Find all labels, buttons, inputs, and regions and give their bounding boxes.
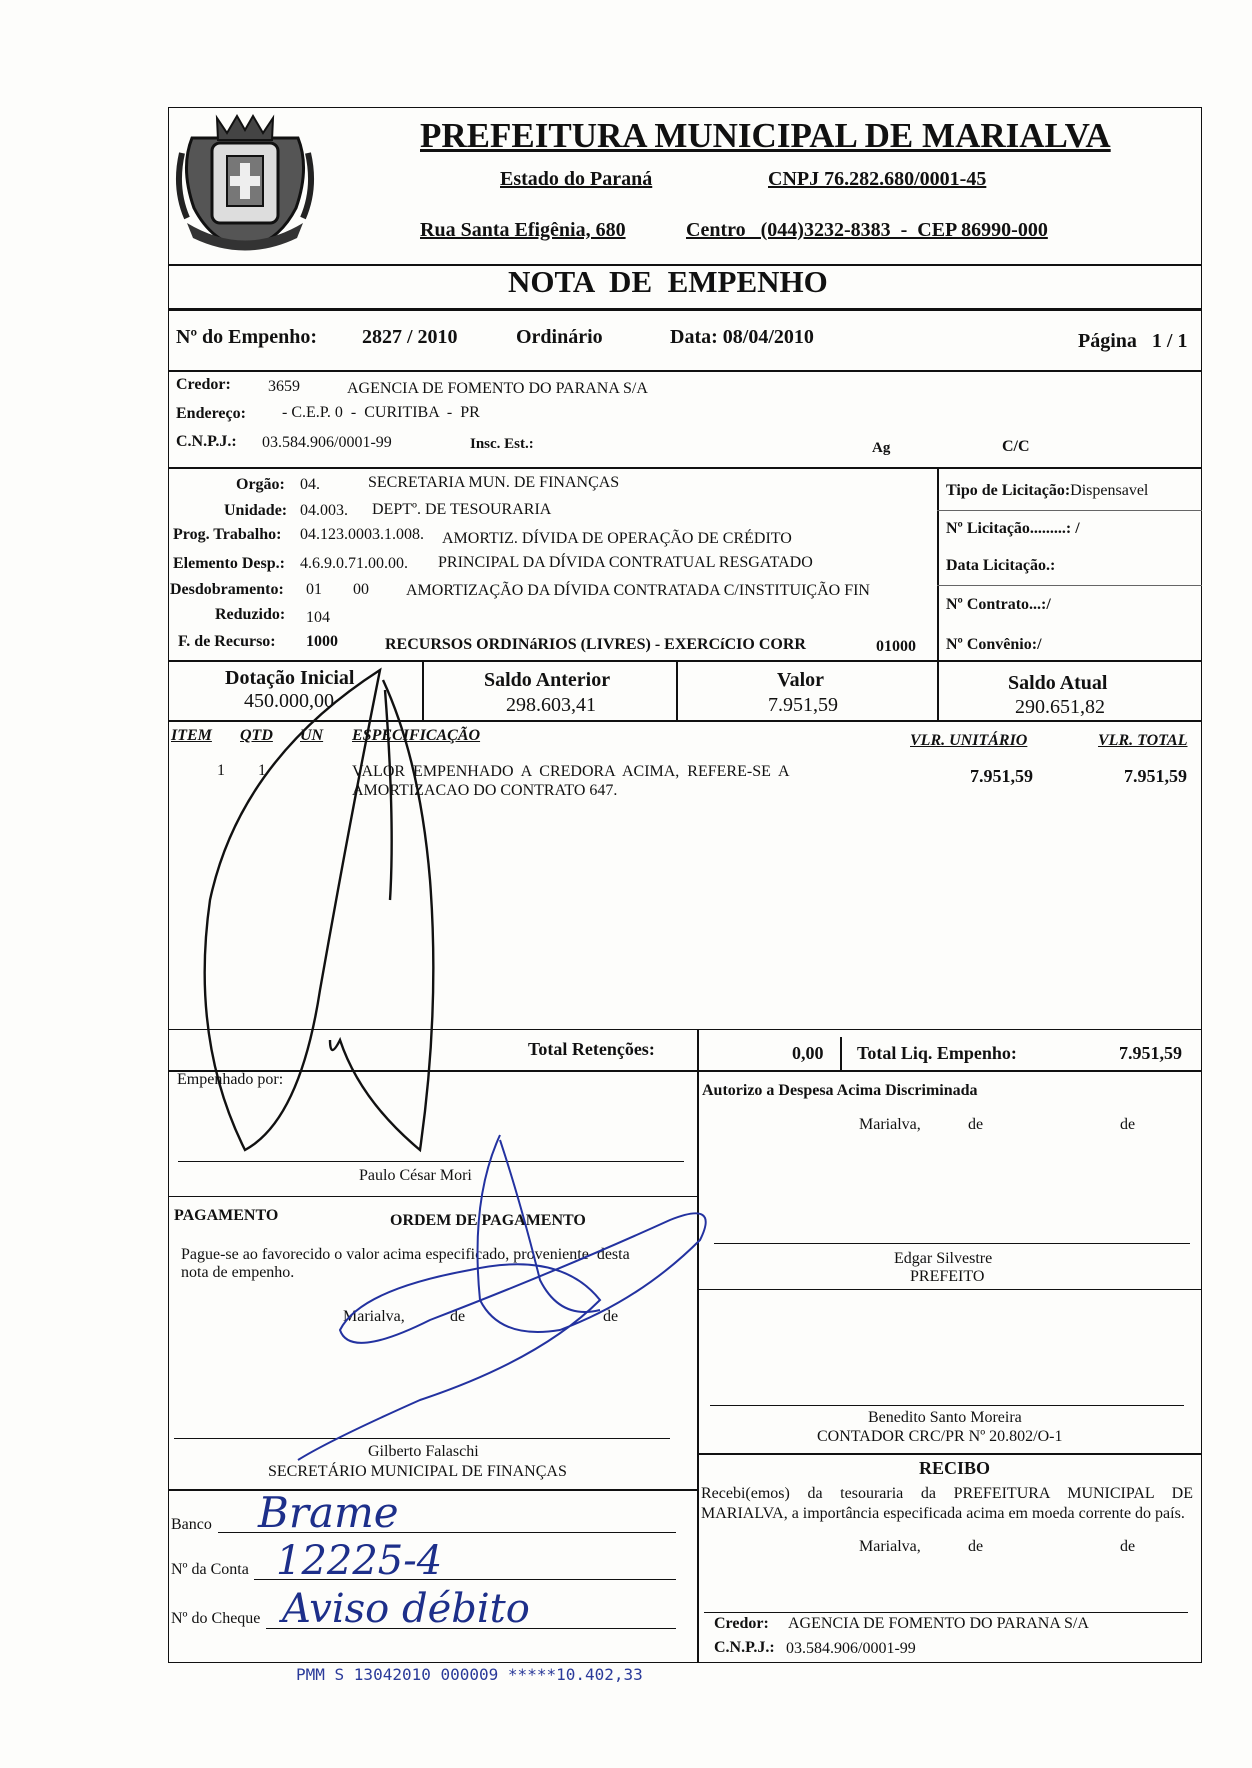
insc-est-label: Insc. Est.: (470, 436, 534, 452)
total-liquido-label: Total Liq. Empenho: (857, 1043, 1017, 1063)
secretario-title: SECRETÁRIO MUNICIPAL DE FINANÇAS (268, 1463, 567, 1480)
desdobramento-name: AMORTIZAÇÃO DA DÍVIDA CONTRATADA C/INSTITUIÇÃO FIN (406, 582, 870, 599)
item-number: 1 (217, 762, 225, 779)
contact-label: Centro (044)3232-8383 - CEP 86990-000 (686, 219, 1048, 241)
autorizo-label: Autorizo a Despesa Acima Discriminada (702, 1082, 978, 1099)
item-especificacao-1: VALOR EMPENHADO A CREDORA ACIMA, REFERE-SE A (352, 763, 790, 780)
unidade-code: 04.003. (300, 502, 348, 519)
elemento-code: 4.6.9.0.71.00.00. (300, 555, 408, 572)
tipo-licitacao-label: Tipo de Licitação: (946, 482, 1071, 499)
ordem-pagamento-label: ORDEM DE PAGAMENTO (390, 1212, 586, 1229)
saldo-anterior-value: 298.603,41 (506, 694, 596, 716)
col-item: ITEM (171, 727, 212, 744)
recibo-credor-label: Credor: (714, 1615, 769, 1632)
prefeito-title: PREFEITO (910, 1268, 985, 1285)
saldo-atual-value: 290.651,82 (1015, 696, 1105, 718)
credor-label: Credor: (176, 376, 231, 393)
saldo-atual-label: Saldo Atual (1008, 672, 1108, 694)
item-vlr-total: 7.951,59 (1124, 766, 1187, 786)
valor-label: Valor (777, 669, 825, 691)
empenho-type: Ordinário (516, 326, 603, 348)
banco-value: Brame (258, 1488, 399, 1537)
desdobramento-b: 00 (353, 581, 369, 598)
orgao-name: SECRETARIA MUN. DE FINANÇAS (368, 474, 620, 491)
recurso-name: RECURSOS ORDINáRIOS (LIVRES) - EXERCíCIO CORR (385, 636, 806, 653)
empenho-num-label: Nº do Empenho: (176, 326, 318, 348)
cc-label: C/C (1002, 438, 1030, 455)
cnpj-credor-value: 03.584.906/0001-99 (262, 434, 392, 451)
endereco-value: - C.E.P. 0 - CURITIBA - PR (282, 404, 480, 421)
col-especificacao: ESPECIFICAÇÃO (352, 727, 481, 744)
pagamento-de-1: de (450, 1308, 466, 1325)
cheque-label: Nº do Cheque (171, 1610, 261, 1627)
item-qtd: 1 (258, 762, 266, 779)
dotacao-inicial-label: Dotação Inicial (225, 667, 355, 689)
reduzido-value: 104 (306, 609, 330, 626)
convenio-num: Nº Convênio:/ (946, 636, 1042, 653)
secretario-name: Gilberto Falaschi (368, 1443, 479, 1460)
col-vlr-total: VLR. TOTAL (1098, 732, 1188, 749)
prog-label: Prog. Trabalho: (173, 526, 282, 543)
recibo-city: Marialva, (859, 1538, 921, 1555)
recibo-de-2: de (1120, 1538, 1136, 1555)
autorizo-de-2: de (1120, 1116, 1136, 1133)
page-number: Página 1 / 1 (1078, 330, 1188, 352)
pagamento-label: PAGAMENTO (174, 1207, 279, 1224)
col-qtd: QTD (240, 727, 273, 744)
recibo-cnpj-value: 03.584.906/0001-99 (786, 1640, 916, 1657)
contador-title: CONTADOR CRC/PR Nº 20.802/O-1 (817, 1428, 1063, 1445)
state-label: Estado do Paraná (500, 168, 653, 190)
orgao-label: Orgão: (236, 476, 285, 493)
contrato-num: Nº Contrato...:/ (946, 596, 1051, 613)
recurso-label: F. de Recurso: (178, 633, 276, 650)
total-liquido-value: 7.951,59 (1119, 1043, 1182, 1063)
recurso-num: 01000 (876, 638, 916, 655)
bank-stamp: PMM S 13042010 000009 *****10.402,33 (296, 1665, 643, 1684)
orgao-code: 04. (300, 476, 320, 493)
pagamento-text-2: nota de empenho. (181, 1264, 295, 1281)
item-vlr-unitario: 7.951,59 (970, 766, 1033, 786)
autorizo-de-1: de (968, 1116, 984, 1133)
item-especificacao-2: AMORTIZACAO DO CONTRATO 647. (352, 782, 618, 799)
recibo-de-1: de (968, 1538, 984, 1555)
unidade-name: DEPTº. DE TESOURARIA (372, 501, 552, 518)
pagamento-text-1: Pague-se ao favorecido o valor acima especificado, proveniente desta (181, 1246, 630, 1263)
contador-name: Benedito Santo Moreira (868, 1409, 1022, 1426)
address-label: Rua Santa Efigênia, 680 (420, 219, 626, 241)
col-un: UN (300, 727, 324, 744)
autorizo-city: Marialva, (859, 1116, 921, 1133)
total-retencoes-label: Total Retenções: (528, 1039, 655, 1059)
recibo-cnpj-label: C.N.P.J.: (714, 1639, 775, 1656)
empenho-number: 2827 / 2010 (362, 326, 458, 348)
dotacao-inicial-value: 450.000,00 (244, 690, 334, 712)
licitacao-data: Data Licitação.: (946, 557, 1056, 574)
prog-name: AMORTIZ. DÍVIDA DE OPERAÇÃO DE CRÉDITO (442, 530, 792, 547)
conta-value: 12225-4 (276, 1538, 443, 1584)
credor-code: 3659 (268, 378, 300, 395)
cnpj-label: CNPJ 76.282.680/0001-45 (768, 168, 987, 190)
pagamento-de-2: de (603, 1308, 619, 1325)
cheque-value: Aviso débito (282, 1586, 530, 1632)
empenhado-name: Paulo César Mori (359, 1167, 472, 1184)
desdobramento-label: Desdobramento: (170, 581, 284, 598)
recibo-text: Recebi(emos) da tesouraria da PREFEITURA MUNICIPAL DE MARIALVA, a importância especificada acima em moeda corrente do país. (701, 1485, 1193, 1522)
reduzido-label: Reduzido: (215, 606, 286, 623)
pagamento-city: Marialva, (343, 1308, 405, 1325)
empenhado-por-label: Empenhado por: (177, 1071, 284, 1088)
banco-label: Banco (171, 1516, 212, 1533)
valor-value: 7.951,59 (768, 694, 838, 716)
elemento-label: Elemento Desp.: (173, 555, 285, 572)
recibo-title: RECIBO (919, 1458, 991, 1478)
recibo-credor-name: AGENCIA DE FOMENTO DO PARANA S/A (788, 1615, 1089, 1632)
recurso-code: 1000 (306, 633, 338, 650)
ag-label: Ag (872, 440, 891, 456)
saldo-anterior-label: Saldo Anterior (484, 669, 611, 691)
unidade-label: Unidade: (224, 502, 288, 519)
col-vlr-unitario: VLR. UNITÁRIO (910, 732, 1028, 749)
empenho-date: Data: 08/04/2010 (670, 326, 814, 348)
prog-code: 04.123.0003.1.008. (300, 526, 424, 543)
elemento-name: PRINCIPAL DA DÍVIDA CONTRATUAL RESGATADO (438, 554, 813, 571)
endereco-label: Endereço: (176, 405, 246, 422)
conta-label: Nº da Conta (171, 1561, 249, 1578)
credor-name: AGENCIA DE FOMENTO DO PARANA S/A (347, 380, 648, 397)
prefeito-name: Edgar Silvestre (894, 1250, 993, 1267)
desdobramento-a: 01 (306, 581, 322, 598)
page-title: PREFEITURA MUNICIPAL DE MARIALVA (420, 116, 1111, 155)
total-retencoes-value: 0,00 (792, 1043, 824, 1063)
licitacao-num: Nº Licitação.........: / (946, 520, 1080, 537)
cnpj-credor-label: C.N.P.J.: (176, 433, 237, 450)
doc-title: NOTA DE EMPENHO (508, 264, 828, 299)
tipo-licitacao-value: Dispensavel (1070, 482, 1149, 499)
